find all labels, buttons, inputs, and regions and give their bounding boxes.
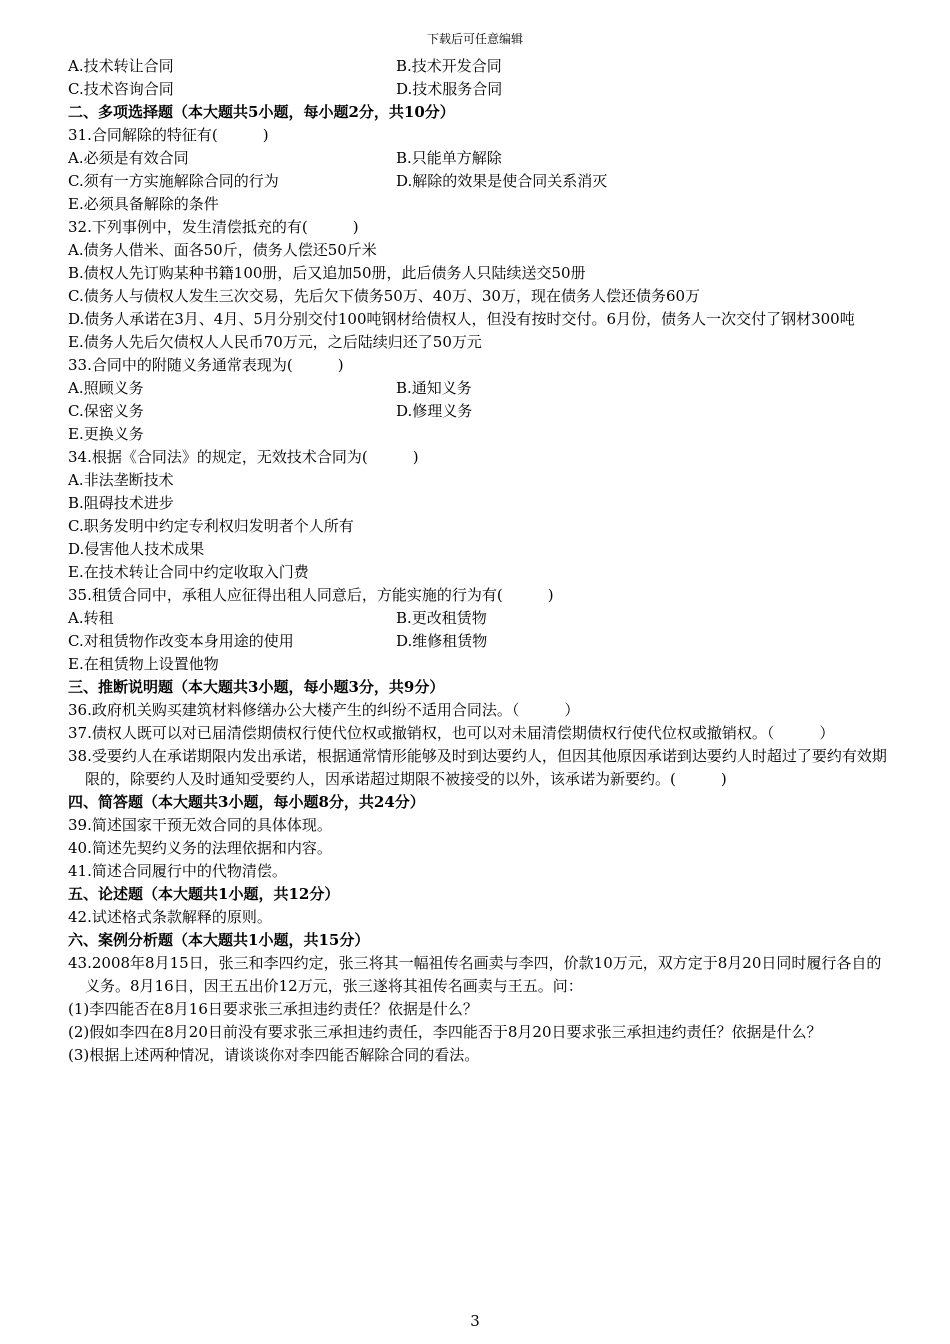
question-38: 38.受要约人在承诺期限内发出承诺，根据通常情形能够及时到达要约人，但因其他原因承诺到达要约人时超过了要约有效期限的，除要约人及时通知受要约人，因承诺超过期限不被接受的以外，该承诺为新要约。( ) [68, 747, 887, 788]
option-row [68, 607, 888, 630]
option-d: D.维修租赁物 [396, 632, 488, 650]
question-43-sub-1: (1)李四能否在8月16日要求张三承担违约责任？依据是什么？ [68, 1000, 478, 1018]
question-39: 39.简述国家干预无效合同的具体体现。 [68, 816, 332, 834]
option-c: C.职务发明中约定专利权归发明者个人所有 [68, 517, 354, 535]
option-a: A.必须是有效合同 [68, 149, 189, 167]
question-43-sub-2: (2)假如李四在8月20日前没有要求张三承担违约责任，李四能否于8月20日要求张三承担违约责任？依据是什么？ [68, 1023, 822, 1041]
question-36: 36.政府机关购买建筑材料修缮办公大楼产生的纠纷不适用合同法。（ ） [68, 701, 580, 719]
option-a: A.债务人借米、面各50斤，债务人偿还50斤米 [68, 241, 377, 259]
option-row [68, 400, 888, 423]
section-heading-essay: 五、论述题（本大题共1小题，共12分） [68, 885, 340, 903]
option-a: A.非法垄断技术 [68, 471, 174, 489]
option-d: D.侵害他人技术成果 [68, 540, 205, 558]
option-d: D.技术服务合同 [396, 80, 503, 98]
option-c: C.技术咨询合同 [68, 80, 174, 98]
option-b: B.阻碍技术进步 [68, 494, 174, 512]
section-heading-multiple-choice: 二、多项选择题（本大题共5小题，每小题2分，共10分） [68, 103, 455, 121]
option-row [68, 377, 888, 400]
option-c: C.保密义务 [68, 402, 144, 420]
question-35-stem: 35.租赁合同中，承租人应征得出租人同意后，方能实施的行为有( ) [68, 586, 554, 604]
question-34-stem: 34.根据《合同法》的规定，无效技术合同为( ) [68, 448, 419, 466]
option-c: C.对租赁物作改变本身用途的使用 [68, 632, 294, 650]
option-a: A.技术转让合同 [68, 57, 174, 75]
option-row [68, 147, 888, 170]
question-40: 40.简述先契约义务的法理依据和内容。 [68, 839, 332, 857]
option-b: B.更改租赁物 [396, 609, 487, 627]
option-b: B.技术开发合同 [396, 57, 502, 75]
option-a: A.照顾义务 [68, 379, 144, 397]
option-row [68, 630, 888, 653]
page-header: 下载后可任意编辑 [426, 32, 523, 46]
section-heading-short-answer: 四、简答题（本大题共3小题，每小题8分，共24分） [68, 793, 425, 811]
option-a: A.转租 [68, 609, 114, 627]
option-d: D.修理义务 [396, 402, 473, 420]
option-e: E.在技术转让合同中约定收取入门费 [68, 563, 309, 581]
option-e: E.更换义务 [68, 425, 144, 443]
option-row [68, 78, 888, 101]
option-row [68, 55, 888, 78]
question-42: 42.试述格式条款解释的原则。 [68, 908, 272, 926]
section-heading-judgment: 三、推断说明题（本大题共3小题，每小题3分，共9分） [68, 678, 445, 696]
option-b: B.只能单方解除 [396, 149, 502, 167]
option-c: C.债务人与债权人发生三次交易，先后欠下债务50万、40万、30万，现在债务人偿还债务60万 [68, 287, 701, 305]
question-43-sub-3: (3)根据上述两种情况，请谈谈你对李四能否解除合同的看法。 [68, 1046, 480, 1064]
option-d: D.债务人承诺在3月、4月、5月分别交付100吨钢材给债权人，但没有按时交付。6月份，债务人一次交付了钢材300吨 [68, 310, 855, 328]
option-e: E.必须具备解除的条件 [68, 195, 219, 213]
question-37: 37.债权人既可以对已届清偿期债权行使代位权或撤销权，也可以对未届清偿期债权行使代位权或撤销权。（ ） [68, 724, 835, 742]
question-33-stem: 33.合同中的附随义务通常表现为( ) [68, 356, 344, 374]
option-e: E.在租赁物上设置他物 [68, 655, 219, 673]
question-31-stem: 31.合同解除的特征有( ) [68, 126, 269, 144]
exam-content [68, 55, 888, 1067]
option-b: B.通知义务 [396, 379, 472, 397]
option-e: E.债务人先后欠债权人人民币70万元，之后陆续归还了50万元 [68, 333, 482, 351]
section-heading-case-analysis: 六、案例分析题（本大题共1小题，共15分） [68, 931, 370, 949]
option-c: C.须有一方实施解除合同的行为 [68, 172, 279, 190]
question-32-stem: 32.下列事例中，发生清偿抵充的有( ) [68, 218, 359, 236]
question-43-stem: 43.2008年8月15日，张三和李四约定，张三将其一幅祖传名画卖与李四，价款10万元，双方定于8月20日同时履行各自的义务。8月16日，因王五出价12万元，张三遂将其祖传名画卖与王五。问： [68, 954, 882, 995]
option-row [68, 170, 888, 193]
option-d: D.解除的效果是使合同关系消灭 [396, 172, 608, 190]
option-b: B.债权人先订购某种书籍100册，后又追加50册，此后债务人只陆续送交50册 [68, 264, 586, 282]
page-number: 3 [470, 1312, 480, 1330]
question-41: 41.简述合同履行中的代物清偿。 [68, 862, 287, 880]
